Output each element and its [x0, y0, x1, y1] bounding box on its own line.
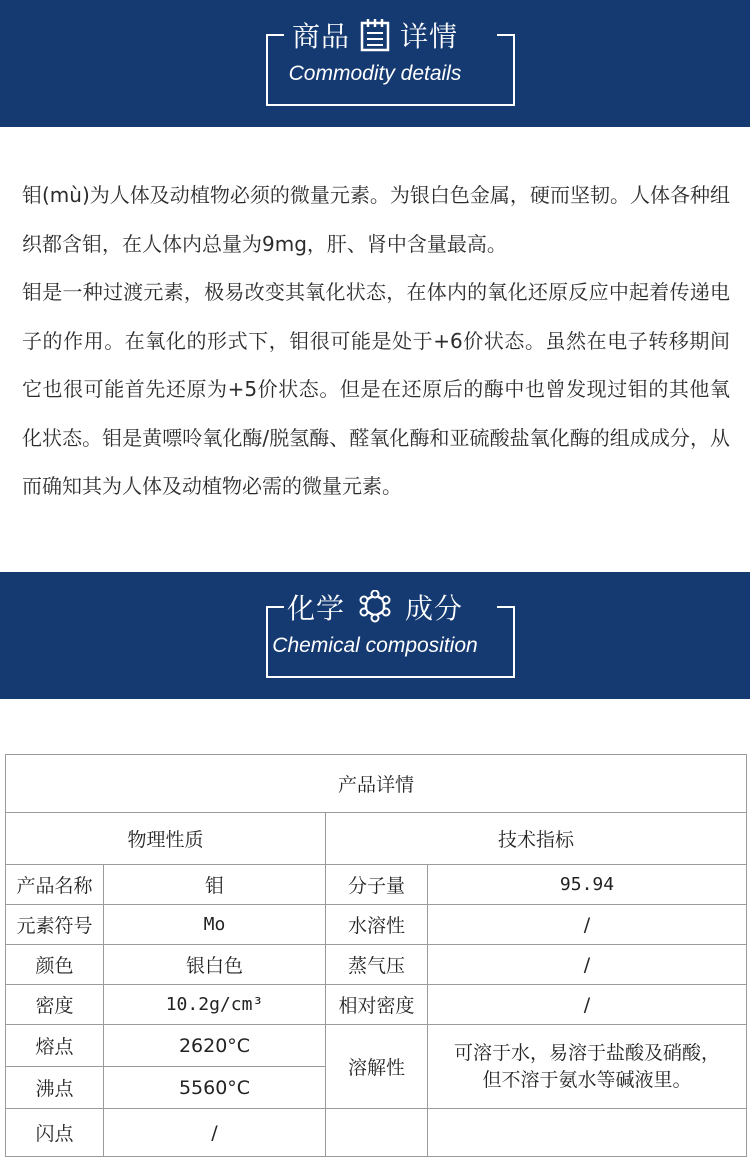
cell-value-solubility: [428, 1025, 747, 1109]
intro-paragraph-2: 钼是一种过渡元素，极易改变其氧化状态，在体内的氧化还原反应中起着传递电子的作用。在氧化的形式下，钼很可能是处于+6价状态。虽然在电子转移期间它也很可能首先还原为+5价状态。但是在还原后的酶中也曾发现过钼的其他氧化状态。钼是黄嘌呤氧化酶/脱氢酶、醛氧化酶和亚硫酸盐氧化酶的组成成分，从而确知其为人体及动植物必需的微量元素。: [22, 280, 730, 498]
cell-value: 银白色: [104, 945, 326, 985]
cell-value: 5560°C: [104, 1067, 326, 1109]
cell-key: 密度: [6, 985, 104, 1025]
cell-key: 熔点: [6, 1025, 104, 1067]
table-caption-row: [6, 755, 747, 813]
header-technical: 技术指标: [326, 813, 747, 865]
table-row: [6, 985, 747, 1025]
cell-value: /: [428, 985, 747, 1025]
section-subtitle: Chemical composition: [272, 634, 478, 657]
cell-value: 10.2g/cm³: [104, 985, 326, 1025]
section-title-right: 详情: [400, 20, 459, 53]
section-title-left: 化学: [286, 592, 345, 625]
solubility-line-1: 可溶于水，易溶于盐酸及硝酸，: [454, 1041, 721, 1064]
solubility-line-2: 但不溶于氨水等碱液里。: [482, 1068, 692, 1091]
header-physical: 物理性质: [6, 813, 326, 865]
section-subtitle: Commodity details: [288, 62, 462, 85]
intro-text: [0, 127, 750, 572]
cell-key: 沸点: [6, 1067, 104, 1109]
cell-value: /: [428, 945, 747, 985]
table-caption: 产品详情: [6, 755, 747, 813]
notepad-icon: [360, 18, 390, 63]
cell-key: 分子量: [326, 865, 428, 905]
section-title-left: 商品: [291, 20, 350, 53]
cell-key: 相对密度: [326, 985, 428, 1025]
cell-key: 元素符号: [6, 905, 104, 945]
cell-value: 钼: [104, 865, 326, 905]
cell-key: 产品名称: [6, 865, 104, 905]
cell-value: Mo: [104, 905, 326, 945]
cell-key: 蒸气压: [326, 945, 428, 985]
table-header-row: [6, 813, 747, 865]
table-row: [6, 1109, 747, 1157]
cell-key-solubility: 溶解性: [326, 1025, 428, 1109]
product-spec-table: [5, 754, 747, 1157]
cell-value: 95.94: [428, 865, 747, 905]
section-title: [0, 17, 750, 63]
section-title-right: 成分: [405, 592, 464, 625]
section-banner-chemical: [0, 572, 750, 699]
cell-value: /: [104, 1109, 326, 1157]
cell-key: 水溶性: [326, 905, 428, 945]
molecule-icon: [355, 590, 395, 635]
cell-value: /: [428, 905, 747, 945]
cell-empty: [326, 1109, 428, 1157]
cell-empty: [428, 1109, 747, 1157]
section-title: [0, 589, 750, 635]
table-row: [6, 905, 747, 945]
table-row: [6, 1025, 747, 1067]
cell-value: 2620°C: [104, 1025, 326, 1067]
cell-key: 颜色: [6, 945, 104, 985]
table-row: [6, 945, 747, 985]
section-banner-commodity: [0, 0, 750, 127]
intro-paragraph-1: 钼(mù)为人体及动植物必须的微量元素。为银白色金属，硬而坚韧。人体各种组织都含钼，在人体内总量为9mg，肝、肾中含量最高。: [22, 183, 730, 256]
cell-key: 闪点: [6, 1109, 104, 1157]
table-row: [6, 865, 747, 905]
